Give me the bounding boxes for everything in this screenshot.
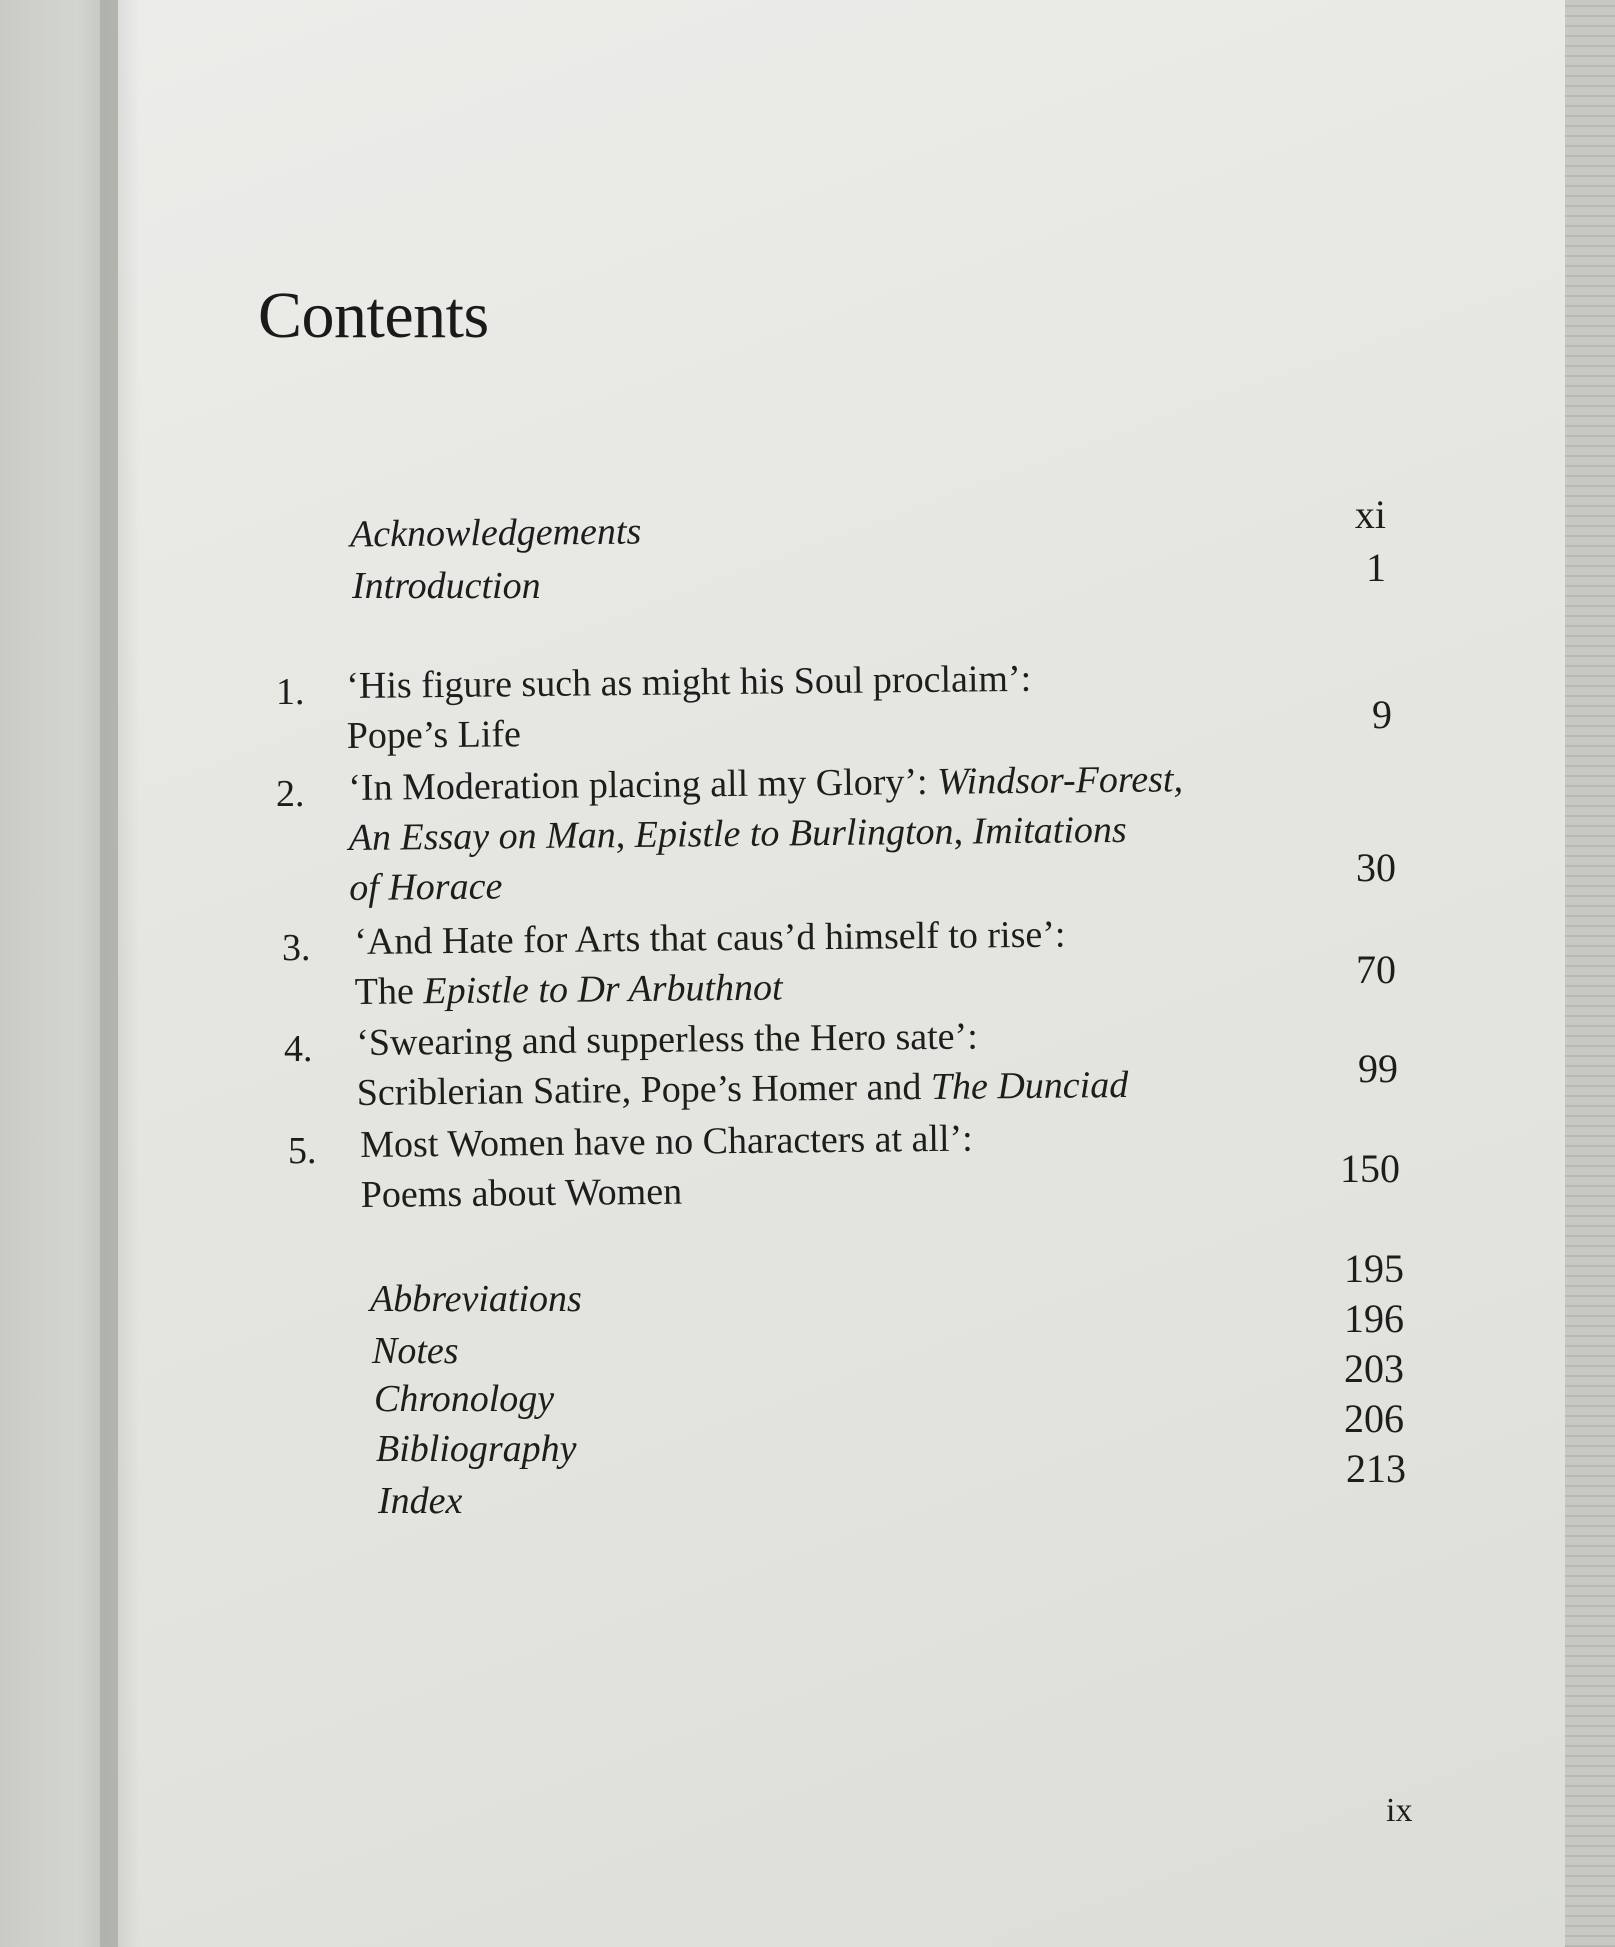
chapter-title-line: Most Women have no Characters at all’: [360, 1117, 973, 1166]
chapter-title [360, 1114, 974, 1220]
toc-page-acknowledgements: xi [1354, 492, 1386, 537]
chapter-number: 2. [276, 773, 305, 815]
chapter-title-line: An Essay on Man, Epistle to Burlington, Imitations [348, 808, 1127, 859]
toc-entry-bibliography: Bibliography [376, 1428, 577, 1470]
chapter-title-italic: Windsor-Forest, [936, 758, 1184, 803]
chapter-page: 99 [1358, 1046, 1398, 1091]
chapter-number: 4. [284, 1028, 313, 1070]
chapter-title [356, 1010, 1128, 1118]
chapter-number: 3. [282, 927, 311, 969]
toc-entry-notes: Notes [372, 1330, 459, 1372]
chapter-number: 5. [288, 1130, 317, 1172]
chapter-title-segment: ‘In Moderation placing all my Glory’: [348, 760, 938, 809]
chapter-title-italic: Epistle to Burlington [634, 810, 954, 856]
toc-page-index: 213 [1346, 1446, 1406, 1491]
toc-page-introduction: 1 [1366, 545, 1386, 590]
toc-page-bibliography: 206 [1344, 1396, 1404, 1441]
chapter-number: 1. [276, 671, 305, 713]
chapter-title-line: ‘Swearing and supperless the Hero sate’: [356, 1015, 978, 1064]
toc-page-abbreviations: 195 [1344, 1246, 1404, 1291]
page-title: Contents [258, 279, 489, 352]
toc-entry-abbreviations: Abbreviations [370, 1278, 582, 1320]
chapter-title-line: ‘And Hate for Arts that caus’d himself to rise’: [354, 913, 1066, 963]
chapter-title-italic: An Essay on Man [348, 814, 617, 859]
chapter-page: 150 [1340, 1146, 1400, 1191]
toc-entry-acknowledgements: Acknowledgements [349, 510, 642, 556]
chapter-title-line: Scriblerian Satire, Pope’s Homer and The Dunciad [356, 1063, 1129, 1114]
chapter-page: 9 [1372, 692, 1392, 737]
chapter-title [348, 754, 1184, 913]
chapter-title-italic: Epistle to Dr Arbuthnot [423, 966, 783, 1013]
chapter-title-line: Poems about Women [360, 1170, 683, 1216]
chapter-title-italic: The Dunciad [930, 1063, 1129, 1108]
page-gutter [100, 0, 140, 1947]
chapter-title-line: The Epistle to Dr Arbuthnot [354, 966, 783, 1013]
chapter-title-line: Pope’s Life [346, 713, 522, 757]
page-edge-background [1565, 0, 1615, 1947]
chapter-title-italic: Imitations [972, 808, 1127, 853]
toc-entry-chronology: Chronology [374, 1378, 555, 1420]
toc-entry-introduction: Introduction [352, 565, 541, 607]
chapter-title-line [349, 854, 1184, 913]
chapter-title-line: ‘His figure such as might his Soul proclaim’: [346, 657, 1032, 707]
toc-entry-index: Index [378, 1480, 463, 1522]
chapter-title-line [348, 754, 1183, 813]
chapter-title [346, 654, 1032, 761]
chapter-page: 30 [1356, 845, 1396, 890]
page-number: ix [1386, 1792, 1413, 1829]
chapter-page: 70 [1356, 947, 1396, 992]
chapter-title [354, 910, 1066, 1017]
toc-page-chronology: 203 [1344, 1346, 1404, 1391]
chapter-title-italic: of Horace [349, 865, 503, 909]
toc-page-notes: 196 [1344, 1296, 1404, 1341]
